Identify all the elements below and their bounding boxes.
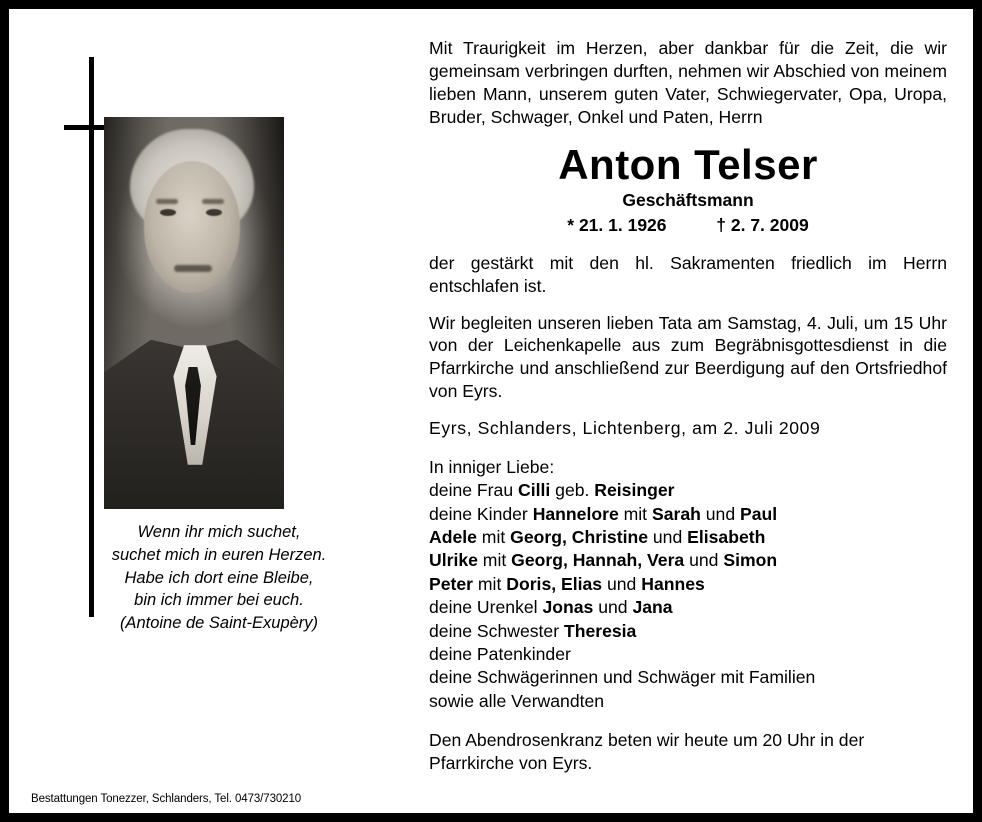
- list-item: deine Schwester Theresia: [429, 620, 637, 641]
- life-dates: [429, 215, 947, 236]
- portrait-photo: [104, 117, 284, 509]
- deceased-profession: Geschäftsmann: [622, 189, 754, 210]
- deceased-name: Anton Telser: [558, 141, 818, 189]
- list-item: deine Kinder Hannelore mit Sarah und Paul: [429, 503, 778, 524]
- notice-inner: [9, 9, 973, 813]
- list-item: deine Urenkel Jonas und Jana: [429, 597, 673, 618]
- epitaph-line: bin ich immer bei euch.: [134, 591, 304, 610]
- portrait-eye-right: [206, 209, 222, 216]
- family-intro: In inniger Liebe:: [429, 456, 555, 477]
- closing-paragraph: Den Abendrosenkranz beten wir heute um 20 Uhr in der Pfarrkirche von Eyrs.: [429, 730, 865, 773]
- list-item: deine Frau Cilli geb. Reisinger: [429, 480, 675, 501]
- funeral-paragraph: Wir begleiten unseren lieben Tata am Samstag, 4. Juli, um 15 Uhr von der Leichenkapelle aus zum Begräbnisgottesdienst in die Pfarrkirche und anschließend zur Beerdigung auf den Ortsfriedhof von Eyrs.: [429, 312, 947, 402]
- birth-date: * 21. 1. 1926: [567, 214, 667, 235]
- death-date: † 2. 7. 2009: [716, 214, 809, 235]
- epitaph-line: Wenn ihr mich suchet,: [137, 523, 301, 541]
- undertaker-credit: Bestattungen Tonezzer, Schlanders, Tel. 0473/730210: [31, 793, 302, 805]
- list-item: Peter mit Doris, Elias und Hannes: [429, 573, 705, 594]
- portrait-brow-right: [202, 199, 224, 204]
- portrait-brow-left: [156, 199, 178, 204]
- sacraments-paragraph: der gestärkt mit den hl. Sakramenten friedlich im Herrn entschlafen ist.: [429, 252, 947, 296]
- portrait-eye-left: [160, 209, 176, 216]
- places-and-date: Eyrs, Schlanders, Lichtenberg, am 2. Juli 2009: [429, 417, 821, 438]
- portrait-face: [144, 161, 240, 293]
- list-item: Ulrike mit Georg, Hannah, Vera und Simon: [429, 550, 778, 571]
- right-column: [411, 9, 973, 813]
- list-item: sowie alle Verwandten: [429, 690, 605, 711]
- list-item: deine Patenkinder: [429, 643, 571, 664]
- list-item: deine Schwägerinnen und Schwäger mit Familien: [429, 667, 816, 688]
- family-list: [429, 479, 947, 713]
- epitaph-line: Habe ich dort eine Bleibe,: [124, 568, 314, 587]
- epitaph-verse: [69, 521, 369, 635]
- epitaph-attribution: (Antoine de Saint-Exupèry): [119, 614, 319, 633]
- left-column: [9, 9, 411, 813]
- portrait-mouth: [174, 265, 212, 272]
- intro-paragraph: Mit Traurigkeit im Herzen, aber dankbar für die Zeit, die wir gemeinsam verbringen durften, nehmen wir Abschied von meinem lieben Mann, unserem guten Vater, Schwiegervater, Opa, Uropa, Bruder, Schwager, Onkel und Paten, Herrn: [429, 38, 947, 127]
- epitaph-line: suchet mich in euren Herzen.: [111, 545, 327, 564]
- list-item: Adele mit Georg, Christine und Elisabeth: [429, 526, 766, 547]
- portrait-image: [104, 117, 284, 509]
